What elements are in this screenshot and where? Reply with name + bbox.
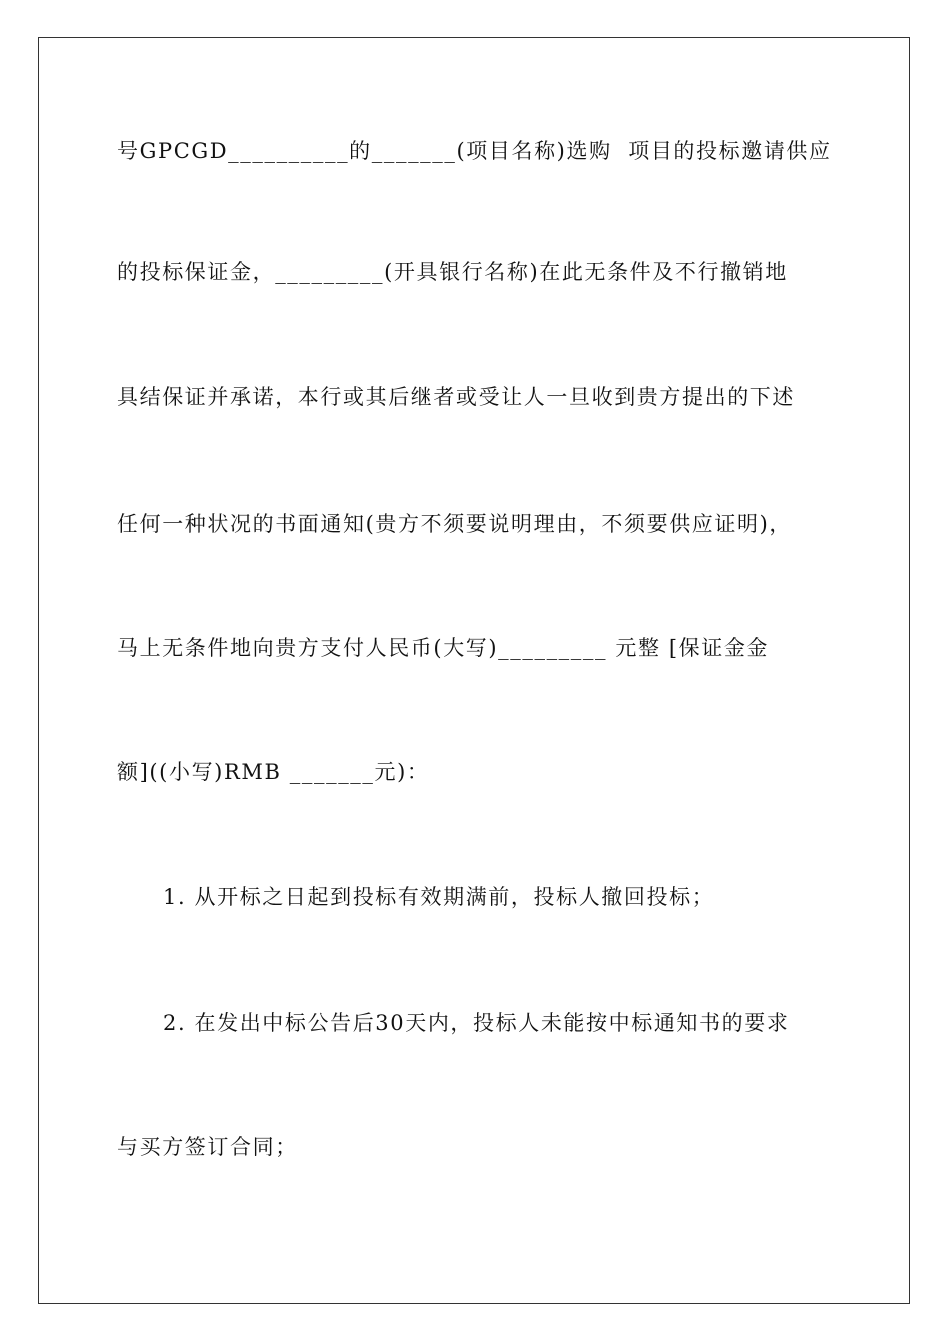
list-item-2: 2. 在发出中标公告后30天内，投标人未能按中标通知书的要求 (163, 1011, 790, 1035)
paragraph-line: 马上无条件地向贵方支付人民币(大写)_________ 元整 [保证金金 (117, 636, 770, 660)
paragraph-line: 具结保证并承诺，本行或其后继者或受让人一旦收到贵方提出的下述 (117, 385, 795, 409)
paragraph-line: 的投标保证金，_________(开具银行名称)在此无条件及不行撤销地 (117, 260, 788, 284)
paragraph-line: 额]((小写)RMB _______元)： (117, 760, 430, 784)
page-border (38, 37, 910, 1304)
paragraph-line: 任何一种状况的书面通知(贵方不须要说明理由，不须要供应证明)， (117, 512, 792, 536)
paragraph-line: 与买方签订合同； (117, 1135, 298, 1159)
paragraph-line: 号GPCGD__________的_______(项目名称)选购 项目的投标邀请供应 (117, 139, 832, 163)
list-item-1: 1. 从开标之日起到投标有效期满前，投标人撤回投标； (163, 885, 715, 909)
